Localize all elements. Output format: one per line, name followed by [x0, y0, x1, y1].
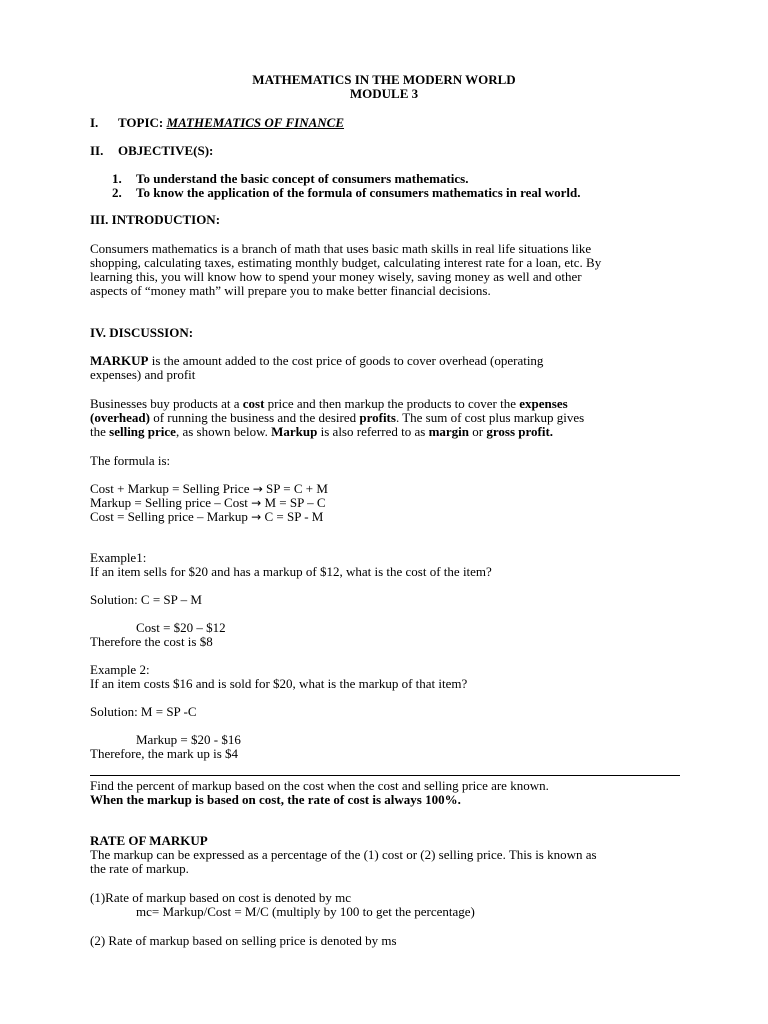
text-run: Businesses buy products at a [90, 396, 243, 411]
text-run: is also referred to as [317, 424, 429, 439]
discussion-heading: IV. DISCUSSION: [90, 325, 194, 340]
example1-step: Cost = $20 – $12 [136, 620, 226, 635]
bold-run: selling price [109, 424, 176, 439]
text-run: price and then markup the products to cover the [264, 396, 520, 411]
example2-title: Example 2: [90, 662, 150, 677]
formula-line-1 [90, 482, 328, 496]
objectives-number: II. [90, 143, 104, 158]
topic-label: TOPIC: [118, 115, 167, 130]
mc-intro: (1)Rate of markup based on cost is denoted by mc [90, 890, 352, 905]
business-line-3 [90, 425, 553, 439]
example1-title: Example1: [90, 550, 147, 565]
arrow-right-icon: → [251, 496, 262, 510]
business-line-2 [90, 411, 584, 425]
formula-line-3 [90, 510, 323, 524]
objective-number-1: 1. [112, 171, 122, 186]
objectives-heading: OBJECTIVE(S): [118, 143, 214, 158]
rate-heading: RATE OF MARKUP [90, 833, 208, 848]
intro-line-1: Consumers mathematics is a branch of math that uses basic math skills in real life situations like [90, 241, 592, 256]
text-run: the [90, 424, 110, 439]
example2-solution: Solution: M = SP -C [90, 704, 197, 719]
text-run: of running the business and the desired [149, 410, 360, 425]
formula-right: SP = C + M [262, 481, 328, 496]
example1-solution: Solution: C = SP – M [90, 592, 202, 607]
objective-text-2: To know the application of the formula of consumers mathematics in real world. [136, 185, 581, 200]
formula-line-2 [90, 496, 326, 510]
text-run: . The sum of cost plus markup gives [395, 410, 585, 425]
bold-run: margin [428, 424, 470, 439]
intro-line-4: aspects of “money math” will prepare you to make better financial decisions. [90, 283, 491, 298]
rate-line-1: The markup can be expressed as a percentage of the (1) cost or (2) selling price. This is known as [90, 847, 597, 862]
bold-run: cost [242, 396, 265, 411]
percent-bold-note: When the markup is based on cost, the rate of cost is always 100%. [90, 792, 461, 807]
bold-run: profits [359, 410, 396, 425]
example1-question: If an item sells for $20 and has a markup of $12, what is the cost of the item? [90, 564, 492, 579]
bold-run: gross profit. [486, 424, 554, 439]
document-title: MATHEMATICS IN THE MODERN WORLD [252, 72, 516, 87]
formula-right: C = SP - M [261, 509, 324, 524]
arrow-right-icon: → [252, 482, 263, 496]
example1-answer: Therefore the cost is $8 [90, 634, 213, 649]
arrow-right-icon: → [251, 510, 262, 524]
example2-question: If an item costs $16 and is sold for $20, what is the markup of that item? [90, 676, 468, 691]
example2-step: Markup = $20 - $16 [136, 732, 241, 747]
mc-formula: mc= Markup/Cost = M/C (multiply by 100 to get the percentage) [136, 904, 475, 919]
markup-term: MARKUP [90, 353, 149, 368]
markup-definition-line-1 [90, 354, 543, 368]
bold-run: expenses [519, 396, 568, 411]
formula-intro: The formula is: [90, 453, 171, 468]
business-line-1 [90, 397, 568, 411]
module-number: MODULE 3 [349, 86, 419, 101]
objective-text-1: To understand the basic concept of consumers mathematics. [136, 171, 469, 186]
rate-line-2: the rate of markup. [90, 861, 189, 876]
formula-left: Markup = Selling price – Cost [90, 495, 252, 510]
horizontal-rule [90, 775, 680, 776]
topic-line [118, 116, 344, 130]
introduction-heading: III. INTRODUCTION: [90, 212, 221, 227]
formula-right: M = SP – C [261, 495, 326, 510]
formula-left: Cost = Selling price – Markup [90, 509, 252, 524]
text-run: or [469, 424, 487, 439]
bold-run: (overhead) [90, 410, 150, 425]
bold-run: Markup [271, 424, 318, 439]
topic-number: I. [90, 115, 99, 130]
formula-left: Cost + Markup = Selling Price [90, 481, 253, 496]
intro-line-2: shopping, calculating taxes, estimating monthly budget, calculating interest rate for a loan, etc. By [90, 255, 602, 270]
markup-definition-line-2: expenses) and profit [90, 367, 196, 382]
percent-note: Find the percent of markup based on the cost when the cost and selling price are known. [90, 778, 549, 793]
text-run: , as shown below. [175, 424, 272, 439]
ms-intro: (2) Rate of markup based on selling price is denoted by ms [90, 933, 397, 948]
objective-number-2: 2. [112, 185, 122, 200]
topic-value: MATHEMATICS OF FINANCE [166, 115, 345, 130]
example2-answer: Therefore, the mark up is $4 [90, 746, 239, 761]
markup-definition-text: is the amount added to the cost price of goods to cover overhead (operating [148, 353, 544, 368]
intro-line-3: learning this, you will know how to spend your money wisely, saving money as well and other [90, 269, 582, 284]
